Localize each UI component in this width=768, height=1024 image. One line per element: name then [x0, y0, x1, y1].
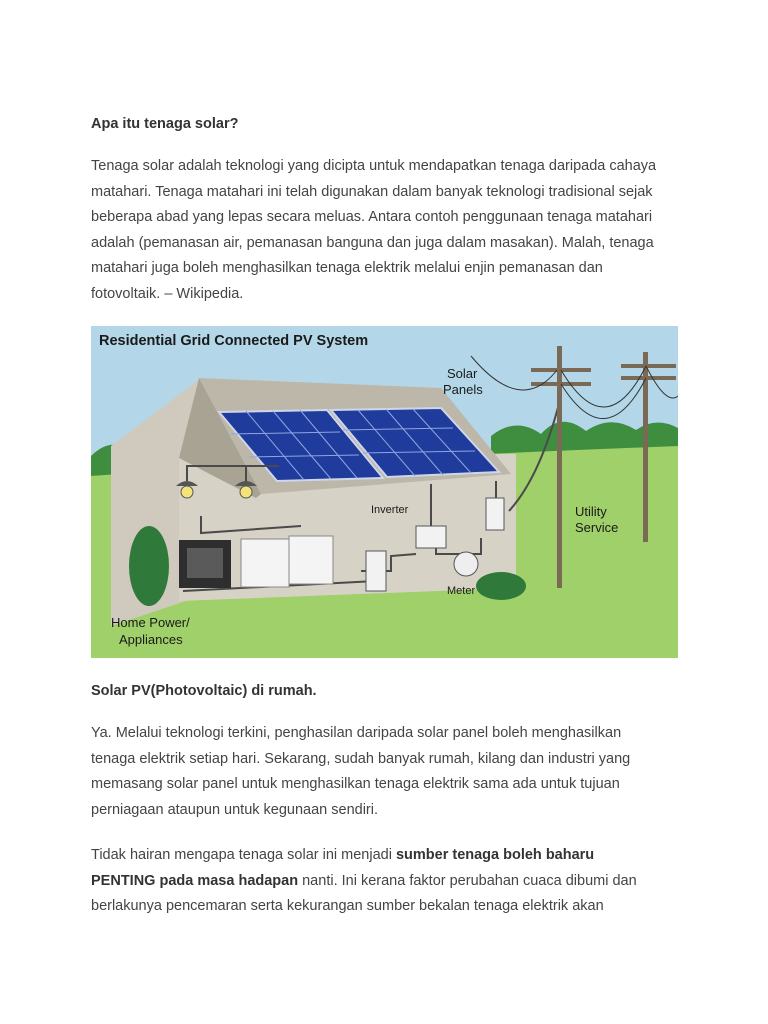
paragraph-line: beberapa abad yang lepas secara meluas. Antara contoh penggunaan tenaga matahari: [91, 209, 653, 226]
paragraph-line: Ya. Melalui teknologi terkini, penghasilan daripada solar panel boleh menghasilkan: [91, 725, 622, 741]
paragraph-line: perniagaan ataupun untuk kegunaan sendiri.: [91, 801, 379, 818]
paragraph-line: Tenaga solar adalah teknologi yang dicipta untuk mendapatkan tenaga daripada cahaya: [91, 158, 657, 174]
disconnect-box: [486, 498, 504, 530]
breaker-box: [366, 551, 386, 591]
paragraph-line: berlakunya pencemaran serta kekurangan sumber bekalan tenaga elektrik akan: [91, 898, 604, 915]
emphasis-text: PENTING pada masa hadapan: [91, 872, 299, 889]
label-meter: Meter: [447, 585, 476, 597]
paragraph-line: [91, 869, 691, 895]
text-run: nanti. Ini kerana faktor perubahan cuaca dibumi dan: [298, 872, 637, 889]
electric-meter: [454, 552, 478, 576]
paragraph-line: fotovoltaik. – Wikipedia.: [91, 285, 244, 302]
label-utility: Utility: [575, 504, 607, 519]
inverter-box: [416, 526, 446, 548]
shrub-right: [476, 572, 526, 600]
paragraph-line: adalah (pemanasan air, pemanasan banguna dan juga dalam masakan). Malah, tenaga: [91, 234, 654, 251]
paragraph-solar-intro: [91, 154, 691, 308]
home-appliances: [179, 536, 333, 588]
pv-system-diagram: [91, 326, 678, 658]
paragraph-solar-pv: [91, 721, 691, 823]
diagram-title: Residential Grid Connected PV System: [99, 333, 369, 349]
emphasis-text: sumber tenaga boleh baharu: [395, 847, 595, 863]
label-home-power: Home Power/: [111, 615, 190, 630]
paragraph-line: tenaga elektrik setiap hari. Sekarang, sudah banyak rumah, kilang dan industri yang: [91, 750, 631, 767]
paragraph-line: matahari. Tenaga matahari ini telah digunakan dalam banyak teknologi tradisional sejak: [91, 183, 653, 200]
section-heading-solar-pv: Solar PV(Photovoltaic) di rumah.: [91, 683, 317, 699]
label-inverter: Inverter: [371, 504, 409, 516]
paragraph-line: matahari juga boleh menghasilkan tenaga elektrik melalui enjin pemanasan dan: [91, 260, 603, 277]
label-service: Service: [575, 520, 619, 535]
label-solar: Solar: [447, 366, 478, 381]
paragraph-renewable: [91, 843, 691, 920]
text-run: Tidak hairan mengapa tenaga solar ini menjadi: [91, 847, 396, 863]
label-panels: Panels: [443, 382, 483, 397]
paragraph-line: [91, 843, 691, 869]
section-heading-solar-energy: Apa itu tenaga solar?: [91, 116, 239, 132]
label-appliances: Appliances: [119, 632, 183, 647]
shrub-left: [129, 526, 169, 606]
paragraph-line: memasang solar panel untuk menghasilkan tenaga elektrik sama ada untuk tujuan: [91, 776, 620, 793]
